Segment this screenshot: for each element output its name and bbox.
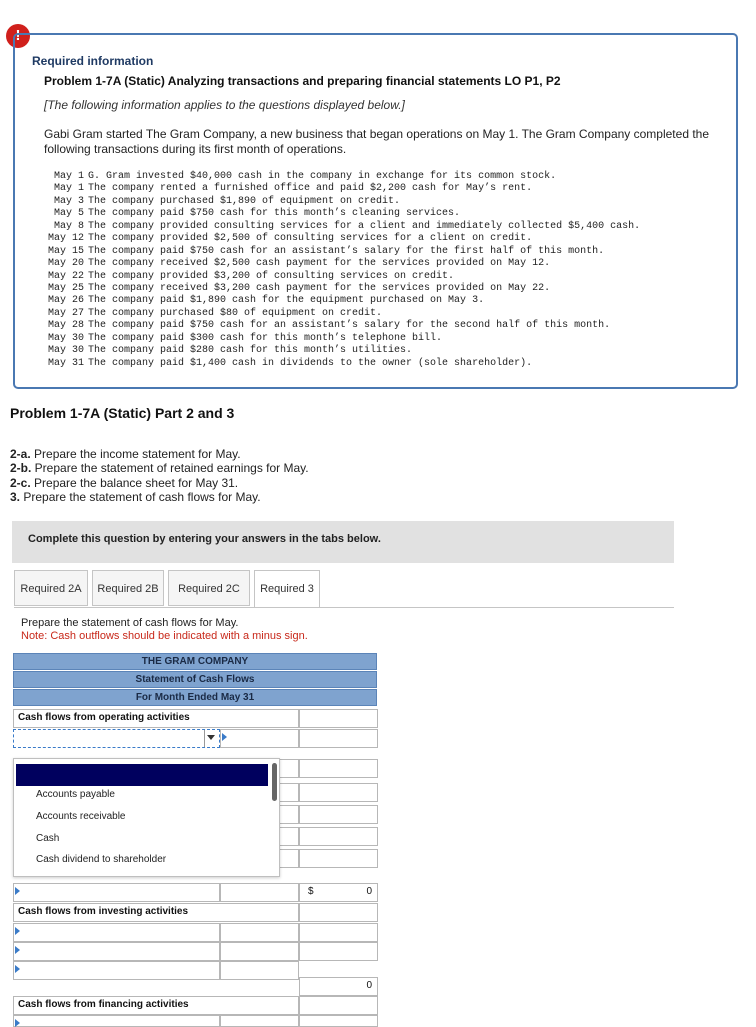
investing-item-amount[interactable] — [220, 923, 299, 942]
operating-item-select[interactable] — [13, 729, 220, 748]
statement-name: Statement of Cash Flows — [13, 671, 377, 688]
chevron-down-icon[interactable] — [207, 735, 215, 740]
transaction-date: May 30 — [47, 345, 84, 357]
transaction-date: May 28 — [47, 320, 84, 332]
operating-row-amount[interactable] — [278, 759, 299, 778]
operating-row-amount[interactable] — [278, 805, 299, 824]
transaction-date: May 25 — [47, 282, 84, 294]
transaction-date: May 5 — [53, 208, 84, 220]
tab-content-border — [14, 607, 674, 608]
transaction-row — [44, 271, 640, 283]
alert-icon: ! — [6, 24, 30, 48]
operating-net-cash-value: 0 — [366, 886, 372, 897]
operating-net-cash[interactable] — [299, 883, 378, 902]
tab-required-2c[interactable]: Required 2C — [168, 570, 250, 606]
transaction-date: May 1 — [53, 183, 84, 195]
transaction-list — [44, 171, 640, 370]
required-info-title: Required information — [32, 54, 154, 68]
instructions-bar — [12, 521, 674, 563]
transaction-text: The company purchased $1,890 of equipment on credit. — [88, 195, 401, 207]
tab-required-3[interactable]: Required 3 — [254, 570, 320, 608]
transaction-text: The company paid $750 cash for this month’s cleaning services. — [88, 208, 461, 220]
operating-label: Cash flows from operating activities — [13, 709, 299, 728]
transaction-row — [44, 183, 640, 195]
requirement-text: Prepare the balance sheet for May 31. — [30, 475, 239, 490]
requirement-text: Prepare the income statement for May. — [30, 447, 241, 461]
financing-item-total — [299, 1015, 378, 1027]
transaction-text: The company provided $2,500 of consulting services for a client on credit. — [88, 233, 533, 245]
dropdown-option[interactable]: Accounts payable — [36, 789, 115, 800]
operating-row-amount[interactable] — [278, 849, 299, 868]
operating-row-total — [299, 827, 378, 846]
problem-intro: Gabi Gram started The Gram Company, a new business that began operations on May 1. The Gram Company completed the following transactions during its first month of operations. — [44, 127, 710, 156]
transaction-row — [44, 308, 640, 320]
transaction-date: May 26 — [47, 295, 84, 307]
operating-row-amount[interactable] — [278, 827, 299, 846]
investing-item-select[interactable] — [13, 923, 220, 942]
investing-item-total — [299, 923, 378, 942]
transaction-text: The company received $3,200 cash payment for the services provided on May 22. — [88, 282, 551, 294]
transaction-text: G. Gram invested $40,000 cash in the company in exchange for its common stock. — [88, 171, 557, 182]
investing-label: Cash flows from investing activities — [13, 903, 299, 922]
transaction-date: May 1 — [53, 171, 84, 182]
dropdown-option[interactable]: Cash — [36, 833, 60, 844]
requirement-label: 2-b. — [10, 461, 32, 476]
transaction-row — [44, 333, 640, 345]
investing-total-subtotal[interactable] — [220, 961, 299, 980]
investing-item-select[interactable] — [13, 942, 220, 961]
transaction-row — [44, 295, 640, 307]
operating-item-total — [299, 729, 378, 748]
operating-total-subtotal[interactable] — [220, 883, 299, 902]
transaction-row — [44, 258, 640, 270]
currency-symbol: $ — [308, 886, 314, 897]
operating-row-amount[interactable] — [278, 783, 299, 802]
transaction-date: May 20 — [47, 258, 84, 270]
prompt-text: Prepare the statement of cash flows for May. — [21, 617, 239, 629]
dropdown-option[interactable]: Accounts receivable — [36, 811, 126, 822]
financing-label: Cash flows from financing activities — [13, 996, 299, 1015]
requirement-label: 2-c. — [10, 475, 31, 490]
tab-required-2b[interactable]: Required 2B — [92, 570, 164, 606]
investing-item-amount[interactable] — [220, 942, 299, 961]
financing-item-select[interactable] — [13, 1015, 220, 1027]
transaction-text: The company rented a furnished office and paid $2,200 cash for May’s rent. — [88, 183, 533, 195]
operating-total-label[interactable] — [13, 883, 220, 902]
dropdown-scrollbar[interactable] — [272, 763, 277, 801]
investing-label-amount — [299, 903, 378, 922]
financing-item-amount[interactable] — [220, 1015, 299, 1027]
note-text: Note: Cash outflows should be indicated with a minus sign. — [21, 630, 308, 642]
account-dropdown-menu — [13, 758, 280, 877]
investing-item-total — [299, 942, 378, 961]
transaction-date: May 12 — [47, 233, 84, 245]
operating-row-total — [299, 849, 378, 868]
requirement-text: Prepare the statement of retained earnings for May. — [31, 461, 309, 476]
transaction-text: The company provided consulting services for a client and immediately collected $5,400 cash. — [88, 220, 641, 232]
requirement-label: 3. — [10, 490, 21, 505]
transaction-date: May 27 — [47, 307, 84, 319]
requirement-label: 2-a. — [10, 447, 31, 461]
transaction-text: The company paid $750 cash for an assistant’s salary for the second half of this month. — [88, 320, 611, 332]
transaction-row — [44, 171, 640, 183]
applies-note: [The following information applies to the questions displayed below.] — [44, 98, 405, 112]
tab-required-2a[interactable]: Required 2A — [14, 570, 88, 606]
statement-company: THE GRAM COMPANY — [13, 653, 377, 670]
transaction-text: The company paid $1,400 cash in dividends to the owner (sole shareholder). — [88, 357, 533, 369]
statement-period: For Month Ended May 31 — [13, 689, 377, 706]
investing-total-label[interactable] — [13, 961, 220, 980]
transaction-row — [44, 283, 640, 295]
transaction-row — [44, 345, 640, 357]
operating-row-total — [299, 759, 378, 778]
part-title: Problem 1-7A (Static) Part 2 and 3 — [10, 405, 235, 421]
transaction-text: The company provided $3,200 of consulting services on credit. — [88, 270, 455, 282]
requirements-list — [10, 447, 309, 505]
investing-net-cash[interactable]: 0 — [299, 977, 378, 996]
transaction-row — [44, 358, 640, 370]
transaction-text: The company paid $1,890 cash for the equipment purchased on May 3. — [88, 295, 485, 307]
operating-row-total — [299, 783, 378, 802]
financing-label-amount — [299, 996, 378, 1015]
transaction-row — [44, 320, 640, 332]
transaction-text: The company paid $280 cash for this month’s utilities. — [88, 345, 413, 357]
dropdown-highlight-option[interactable] — [16, 764, 268, 786]
transaction-row — [44, 233, 640, 245]
requirement-text: Prepare the statement of cash flows for May. — [20, 490, 261, 505]
transaction-text: The company paid $750 cash for an assistant’s salary for the first half of this month. — [88, 245, 605, 257]
operating-item-amount[interactable] — [220, 729, 299, 748]
transaction-row — [44, 208, 640, 220]
operating-row-total — [299, 805, 378, 824]
requirement-item — [10, 461, 309, 475]
transaction-text: The company received $2,500 cash payment for the services provided on May 12. — [88, 258, 551, 270]
transaction-row — [44, 246, 640, 258]
transaction-text: The company purchased $80 of equipment on credit. — [88, 307, 383, 319]
instructions-text: Complete this question by entering your answers in the tabs below. — [28, 533, 381, 545]
requirement-item — [10, 476, 309, 490]
transaction-text: The company paid $300 cash for this month’s telephone bill. — [88, 332, 443, 344]
operating-label-amount — [299, 709, 378, 728]
transaction-date: May 15 — [47, 245, 84, 257]
transaction-row — [44, 221, 640, 233]
transaction-date: May 3 — [53, 195, 84, 207]
dropdown-option[interactable]: Cash dividend to shareholder — [36, 854, 167, 865]
requirement-item — [10, 447, 309, 461]
transaction-date: May 8 — [53, 220, 84, 232]
transaction-date: May 30 — [47, 332, 84, 344]
requirement-item — [10, 490, 309, 504]
transaction-row — [44, 196, 640, 208]
transaction-date: May 31 — [47, 357, 84, 369]
problem-title: Problem 1-7A (Static) Analyzing transactions and preparing financial statements LO P1, P2 — [44, 74, 561, 88]
transaction-date: May 22 — [47, 270, 84, 282]
